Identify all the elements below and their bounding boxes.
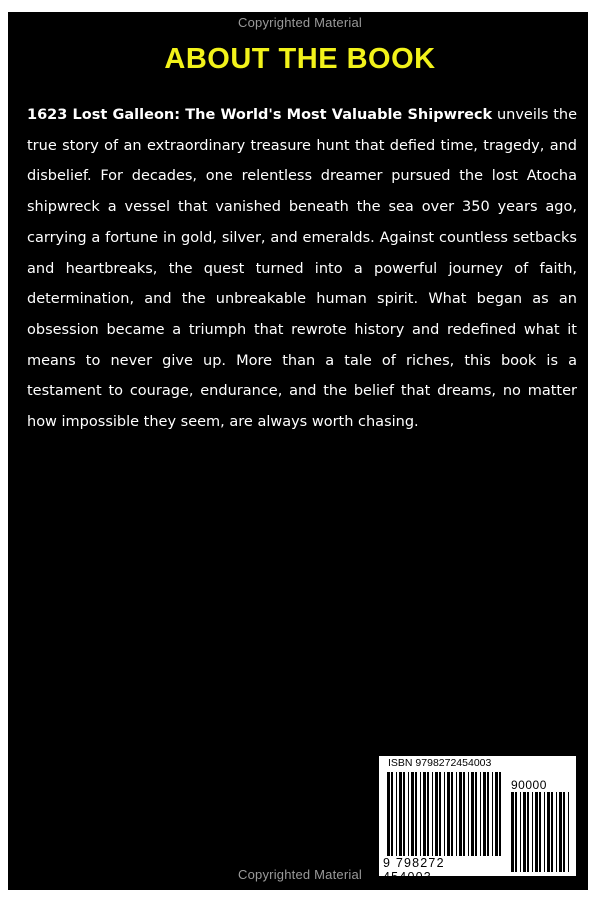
barcode-bar <box>487 772 489 856</box>
barcode-bar <box>408 772 409 856</box>
barcode-bar <box>403 772 405 856</box>
barcode-bar <box>480 772 481 856</box>
barcode-bar <box>411 772 414 856</box>
about-title: ABOUT THE BOOK <box>164 43 436 75</box>
book-description <box>27 100 577 438</box>
barcode-bar <box>532 792 533 872</box>
isbn-label: ISBN 9798272454003 <box>388 757 492 769</box>
barcode-digits: 9 798272 454003 <box>383 856 445 884</box>
barcode-bar <box>535 792 538 872</box>
barcode-bar <box>511 792 514 872</box>
barcode-bar <box>471 772 474 856</box>
barcode-bar <box>423 772 426 856</box>
barcode-bar <box>563 792 565 872</box>
barcode-bar <box>391 772 393 856</box>
barcode-bar <box>420 772 421 856</box>
barcode-bar <box>463 772 465 856</box>
barcode-bar <box>547 792 550 872</box>
barcode-bar <box>387 772 390 856</box>
barcode-bar <box>427 772 429 856</box>
book-title-lead: 1623 Lost Galleon: The World's Most Valuable Shipwreck <box>27 107 493 123</box>
barcode-bar <box>495 772 498 856</box>
barcode-bar <box>399 772 402 856</box>
barcode-bar <box>539 792 541 872</box>
barcode-bar <box>456 772 457 856</box>
barcode-bar <box>551 792 553 872</box>
barcode-bar <box>435 772 438 856</box>
barcode-bar <box>439 772 441 856</box>
barcode-bar <box>432 772 433 856</box>
barcode-bar <box>492 772 493 856</box>
barcode-bar <box>459 772 462 856</box>
barcode-bar <box>568 792 569 872</box>
watermark-top: Copyrighted Material <box>238 15 362 30</box>
barcode-block <box>379 756 576 884</box>
barcode-bar <box>523 792 526 872</box>
barcode-bar <box>447 772 450 856</box>
barcode-bar <box>415 772 417 856</box>
barcode-bar <box>444 772 445 856</box>
barcode-bar <box>468 772 469 856</box>
barcode-bar <box>556 792 557 872</box>
barcode-bar <box>520 792 521 872</box>
watermark-bottom: Copyrighted Material <box>238 867 362 882</box>
barcode-bar <box>544 792 545 872</box>
barcode-bar <box>559 792 562 872</box>
barcode-bar <box>396 772 397 856</box>
barcode-bar <box>499 772 501 856</box>
barcode-bar <box>483 772 486 856</box>
description-text: unveils the true story of an extraordinary treasure hunt that defied time, tragedy, and disbelief. For decades, one relentless dreamer pursued the lost Atocha shipwreck a vessel that vanished beneath the sea over 350 years ago, carrying a fortune in gold, silver, and emeralds. Against countless setbacks and heartbreaks, the quest turned into a powerful journey of faith, determination, and the unbreakable human spirit. What began as an obsession became a triumph that rewrote history and redefined what it means to never give up. More than a tale of riches, this book is a testament to courage, endurance, and the belief that dreams, no matter how impossible they seem, are always worth chasing. <box>27 107 577 431</box>
barcode-bar <box>475 772 477 856</box>
price-code: 90000 <box>511 778 547 792</box>
barcode-bar <box>527 792 529 872</box>
barcode-bar <box>451 772 453 856</box>
barcode-bar <box>515 792 517 872</box>
